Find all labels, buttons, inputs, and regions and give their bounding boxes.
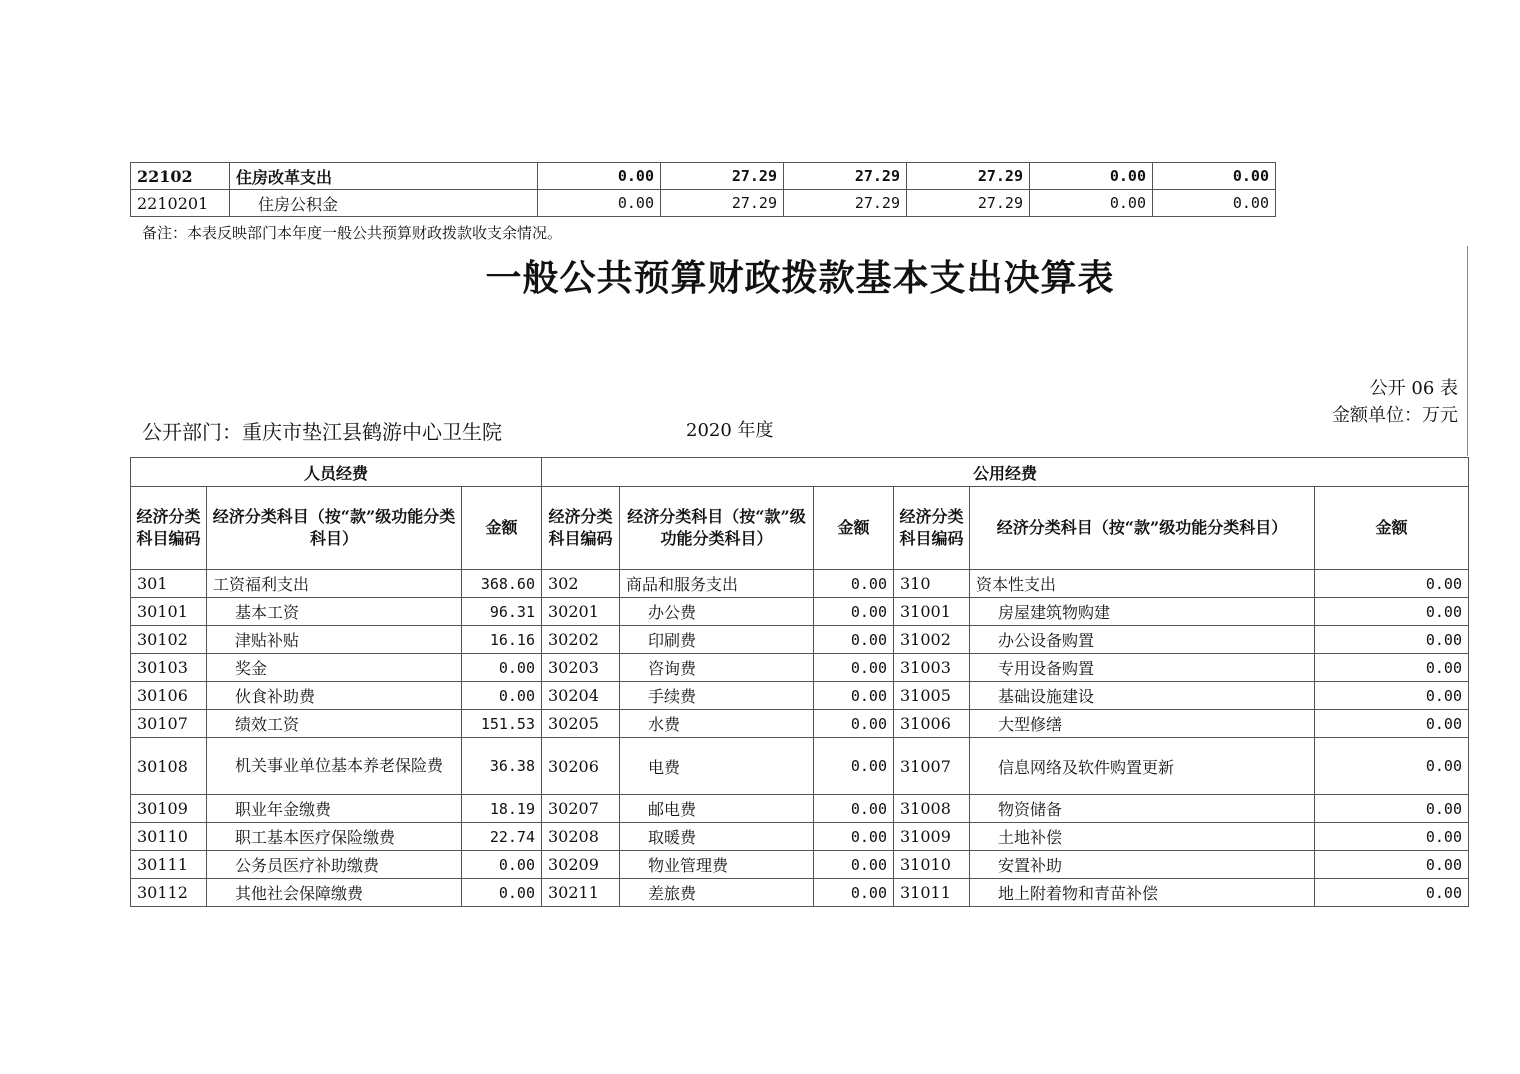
row-value: 0.00 xyxy=(1030,163,1153,190)
row-value: 0.00 xyxy=(1030,190,1153,217)
goods-name: 邮电费 xyxy=(620,795,814,823)
department: 公开部门：重庆市垫江县鹤游中心卫生院 xyxy=(142,420,502,444)
personnel-name: 公务员医疗补助缴费 xyxy=(207,851,462,879)
table-row xyxy=(131,710,1469,738)
capital-name: 地上附着物和青苗补偿 xyxy=(970,879,1315,907)
goods-code: 30211 xyxy=(542,879,620,907)
personnel-amount: 0.00 xyxy=(462,682,542,710)
personnel-amount: 22.74 xyxy=(462,823,542,851)
group-header-row xyxy=(131,458,1469,487)
personnel-code: 30102 xyxy=(131,626,207,654)
goods-name: 电费 xyxy=(620,738,814,795)
goods-code: 30209 xyxy=(542,851,620,879)
prev-table xyxy=(130,162,1276,217)
capital-code: 31009 xyxy=(894,823,970,851)
row-value: 0.00 xyxy=(1153,190,1276,217)
row-value: 27.29 xyxy=(907,190,1030,217)
row-code: 2210201 xyxy=(131,190,230,217)
capital-name: 大型修缮 xyxy=(970,710,1315,738)
personnel-amount: 151.53 xyxy=(462,710,542,738)
page-title: 一般公共预算财政拨款基本支出决算表 xyxy=(485,257,1115,299)
row-value: 27.29 xyxy=(661,190,784,217)
capital-code: 310 xyxy=(894,570,970,598)
goods-amount: 0.00 xyxy=(814,738,894,795)
goods-code: 30206 xyxy=(542,738,620,795)
header-code: 经济分类科目编码 xyxy=(131,487,207,570)
goods-name: 差旅费 xyxy=(620,879,814,907)
personnel-name: 基本工资 xyxy=(207,598,462,626)
personnel-code: 30109 xyxy=(131,795,207,823)
personnel-name: 绩效工资 xyxy=(207,710,462,738)
header-amount: 金额 xyxy=(462,487,542,570)
goods-code: 30205 xyxy=(542,710,620,738)
table-number: 公开 06 表 xyxy=(1369,378,1458,399)
goods-name: 手续费 xyxy=(620,682,814,710)
goods-name: 取暖费 xyxy=(620,823,814,851)
personnel-amount: 0.00 xyxy=(462,851,542,879)
row-code: 22102 xyxy=(131,163,230,190)
personnel-amount: 16.16 xyxy=(462,626,542,654)
personnel-amount: 0.00 xyxy=(462,654,542,682)
personnel-code: 30101 xyxy=(131,598,207,626)
goods-amount: 0.00 xyxy=(814,710,894,738)
header-name: 经济分类科目（按“款”级功能分类科目） xyxy=(970,487,1315,570)
header-amount: 金额 xyxy=(1315,487,1469,570)
row-name: 住房改革支出 xyxy=(230,163,538,190)
goods-name: 办公费 xyxy=(620,598,814,626)
table-row xyxy=(131,879,1469,907)
table-row xyxy=(131,851,1469,879)
capital-amount: 0.00 xyxy=(1315,795,1469,823)
amount-unit: 金额单位：万元 xyxy=(1332,405,1458,426)
personnel-name: 机关事业单位基本养老保险费 xyxy=(207,738,462,795)
goods-amount: 0.00 xyxy=(814,682,894,710)
capital-name: 物资储备 xyxy=(970,795,1315,823)
table-row xyxy=(131,163,1276,190)
capital-name: 土地补偿 xyxy=(970,823,1315,851)
table-row xyxy=(131,823,1469,851)
row-value: 27.29 xyxy=(907,163,1030,190)
personnel-code: 30106 xyxy=(131,682,207,710)
personnel-amount: 368.60 xyxy=(462,570,542,598)
header-name: 经济分类科目（按“款”级功能分类科目） xyxy=(620,487,814,570)
personnel-amount: 36.38 xyxy=(462,738,542,795)
personnel-name: 职业年金缴费 xyxy=(207,795,462,823)
table-row xyxy=(131,190,1276,217)
fiscal-year: 2020 年度 xyxy=(686,420,774,441)
table-row xyxy=(131,738,1469,795)
capital-amount: 0.00 xyxy=(1315,654,1469,682)
goods-amount: 0.00 xyxy=(814,654,894,682)
personnel-code: 30111 xyxy=(131,851,207,879)
capital-code: 31003 xyxy=(894,654,970,682)
goods-amount: 0.00 xyxy=(814,626,894,654)
goods-amount: 0.00 xyxy=(814,879,894,907)
personnel-amount: 0.00 xyxy=(462,879,542,907)
personnel-name: 工资福利支出 xyxy=(207,570,462,598)
capital-name: 资本性支出 xyxy=(970,570,1315,598)
capital-amount: 0.00 xyxy=(1315,710,1469,738)
row-value: 27.29 xyxy=(784,163,907,190)
personnel-amount: 18.19 xyxy=(462,795,542,823)
row-name: 住房公积金 xyxy=(230,190,538,217)
personnel-name: 奖金 xyxy=(207,654,462,682)
capital-amount: 0.00 xyxy=(1315,823,1469,851)
goods-code: 30207 xyxy=(542,795,620,823)
header-code: 经济分类科目编码 xyxy=(894,487,970,570)
capital-code: 31008 xyxy=(894,795,970,823)
capital-name: 安置补助 xyxy=(970,851,1315,879)
row-value: 0.00 xyxy=(1153,163,1276,190)
capital-code: 31002 xyxy=(894,626,970,654)
capital-name: 办公设备购置 xyxy=(970,626,1315,654)
capital-amount: 0.00 xyxy=(1315,626,1469,654)
table-row xyxy=(131,570,1469,598)
goods-name: 商品和服务支出 xyxy=(620,570,814,598)
personnel-name: 其他社会保障缴费 xyxy=(207,879,462,907)
personnel-code: 30108 xyxy=(131,738,207,795)
personnel-code: 30107 xyxy=(131,710,207,738)
table-row xyxy=(131,795,1469,823)
capital-amount: 0.00 xyxy=(1315,879,1469,907)
row-value: 0.00 xyxy=(538,163,661,190)
capital-amount: 0.00 xyxy=(1315,598,1469,626)
capital-name: 信息网络及软件购置更新 xyxy=(970,738,1315,795)
column-header-row xyxy=(131,487,1469,570)
personnel-name: 津贴补贴 xyxy=(207,626,462,654)
capital-amount: 0.00 xyxy=(1315,851,1469,879)
goods-code: 30203 xyxy=(542,654,620,682)
personnel-code: 30112 xyxy=(131,879,207,907)
personnel-amount: 96.31 xyxy=(462,598,542,626)
table-row xyxy=(131,654,1469,682)
goods-name: 物业管理费 xyxy=(620,851,814,879)
header-amount: 金额 xyxy=(814,487,894,570)
goods-amount: 0.00 xyxy=(814,823,894,851)
header-name: 经济分类科目（按“款”级功能分类科目） xyxy=(207,487,462,570)
table-row xyxy=(131,598,1469,626)
capital-amount: 0.00 xyxy=(1315,738,1469,795)
row-value: 27.29 xyxy=(661,163,784,190)
goods-code: 30204 xyxy=(542,682,620,710)
capital-code: 31005 xyxy=(894,682,970,710)
goods-name: 咨询费 xyxy=(620,654,814,682)
goods-code: 30201 xyxy=(542,598,620,626)
expenditure-table xyxy=(130,457,1469,907)
capital-code: 31006 xyxy=(894,710,970,738)
capital-code: 31007 xyxy=(894,738,970,795)
personnel-name: 职工基本医疗保险缴费 xyxy=(207,823,462,851)
table-row xyxy=(131,682,1469,710)
capital-name: 房屋建筑物购建 xyxy=(970,598,1315,626)
capital-code: 31010 xyxy=(894,851,970,879)
capital-amount: 0.00 xyxy=(1315,682,1469,710)
table-row xyxy=(131,626,1469,654)
capital-name: 基础设施建设 xyxy=(970,682,1315,710)
table-body xyxy=(131,570,1469,907)
capital-name: 专用设备购置 xyxy=(970,654,1315,682)
table-note: 备注：本表反映部门本年度一般公共预算财政拨款收支余情况。 xyxy=(142,224,563,242)
goods-amount: 0.00 xyxy=(814,570,894,598)
personnel-code: 301 xyxy=(131,570,207,598)
group-public: 公用经费 xyxy=(542,458,1469,487)
header-code: 经济分类科目编码 xyxy=(542,487,620,570)
goods-code: 30208 xyxy=(542,823,620,851)
capital-amount: 0.00 xyxy=(1315,570,1469,598)
goods-name: 印刷费 xyxy=(620,626,814,654)
row-value: 27.29 xyxy=(784,190,907,217)
personnel-code: 30103 xyxy=(131,654,207,682)
goods-code: 30202 xyxy=(542,626,620,654)
personnel-code: 30110 xyxy=(131,823,207,851)
goods-code: 302 xyxy=(542,570,620,598)
capital-code: 31011 xyxy=(894,879,970,907)
goods-amount: 0.00 xyxy=(814,598,894,626)
personnel-name: 伙食补助费 xyxy=(207,682,462,710)
row-value: 0.00 xyxy=(538,190,661,217)
goods-amount: 0.00 xyxy=(814,795,894,823)
capital-code: 31001 xyxy=(894,598,970,626)
group-personnel: 人员经费 xyxy=(131,458,542,487)
goods-name: 水费 xyxy=(620,710,814,738)
goods-amount: 0.00 xyxy=(814,851,894,879)
